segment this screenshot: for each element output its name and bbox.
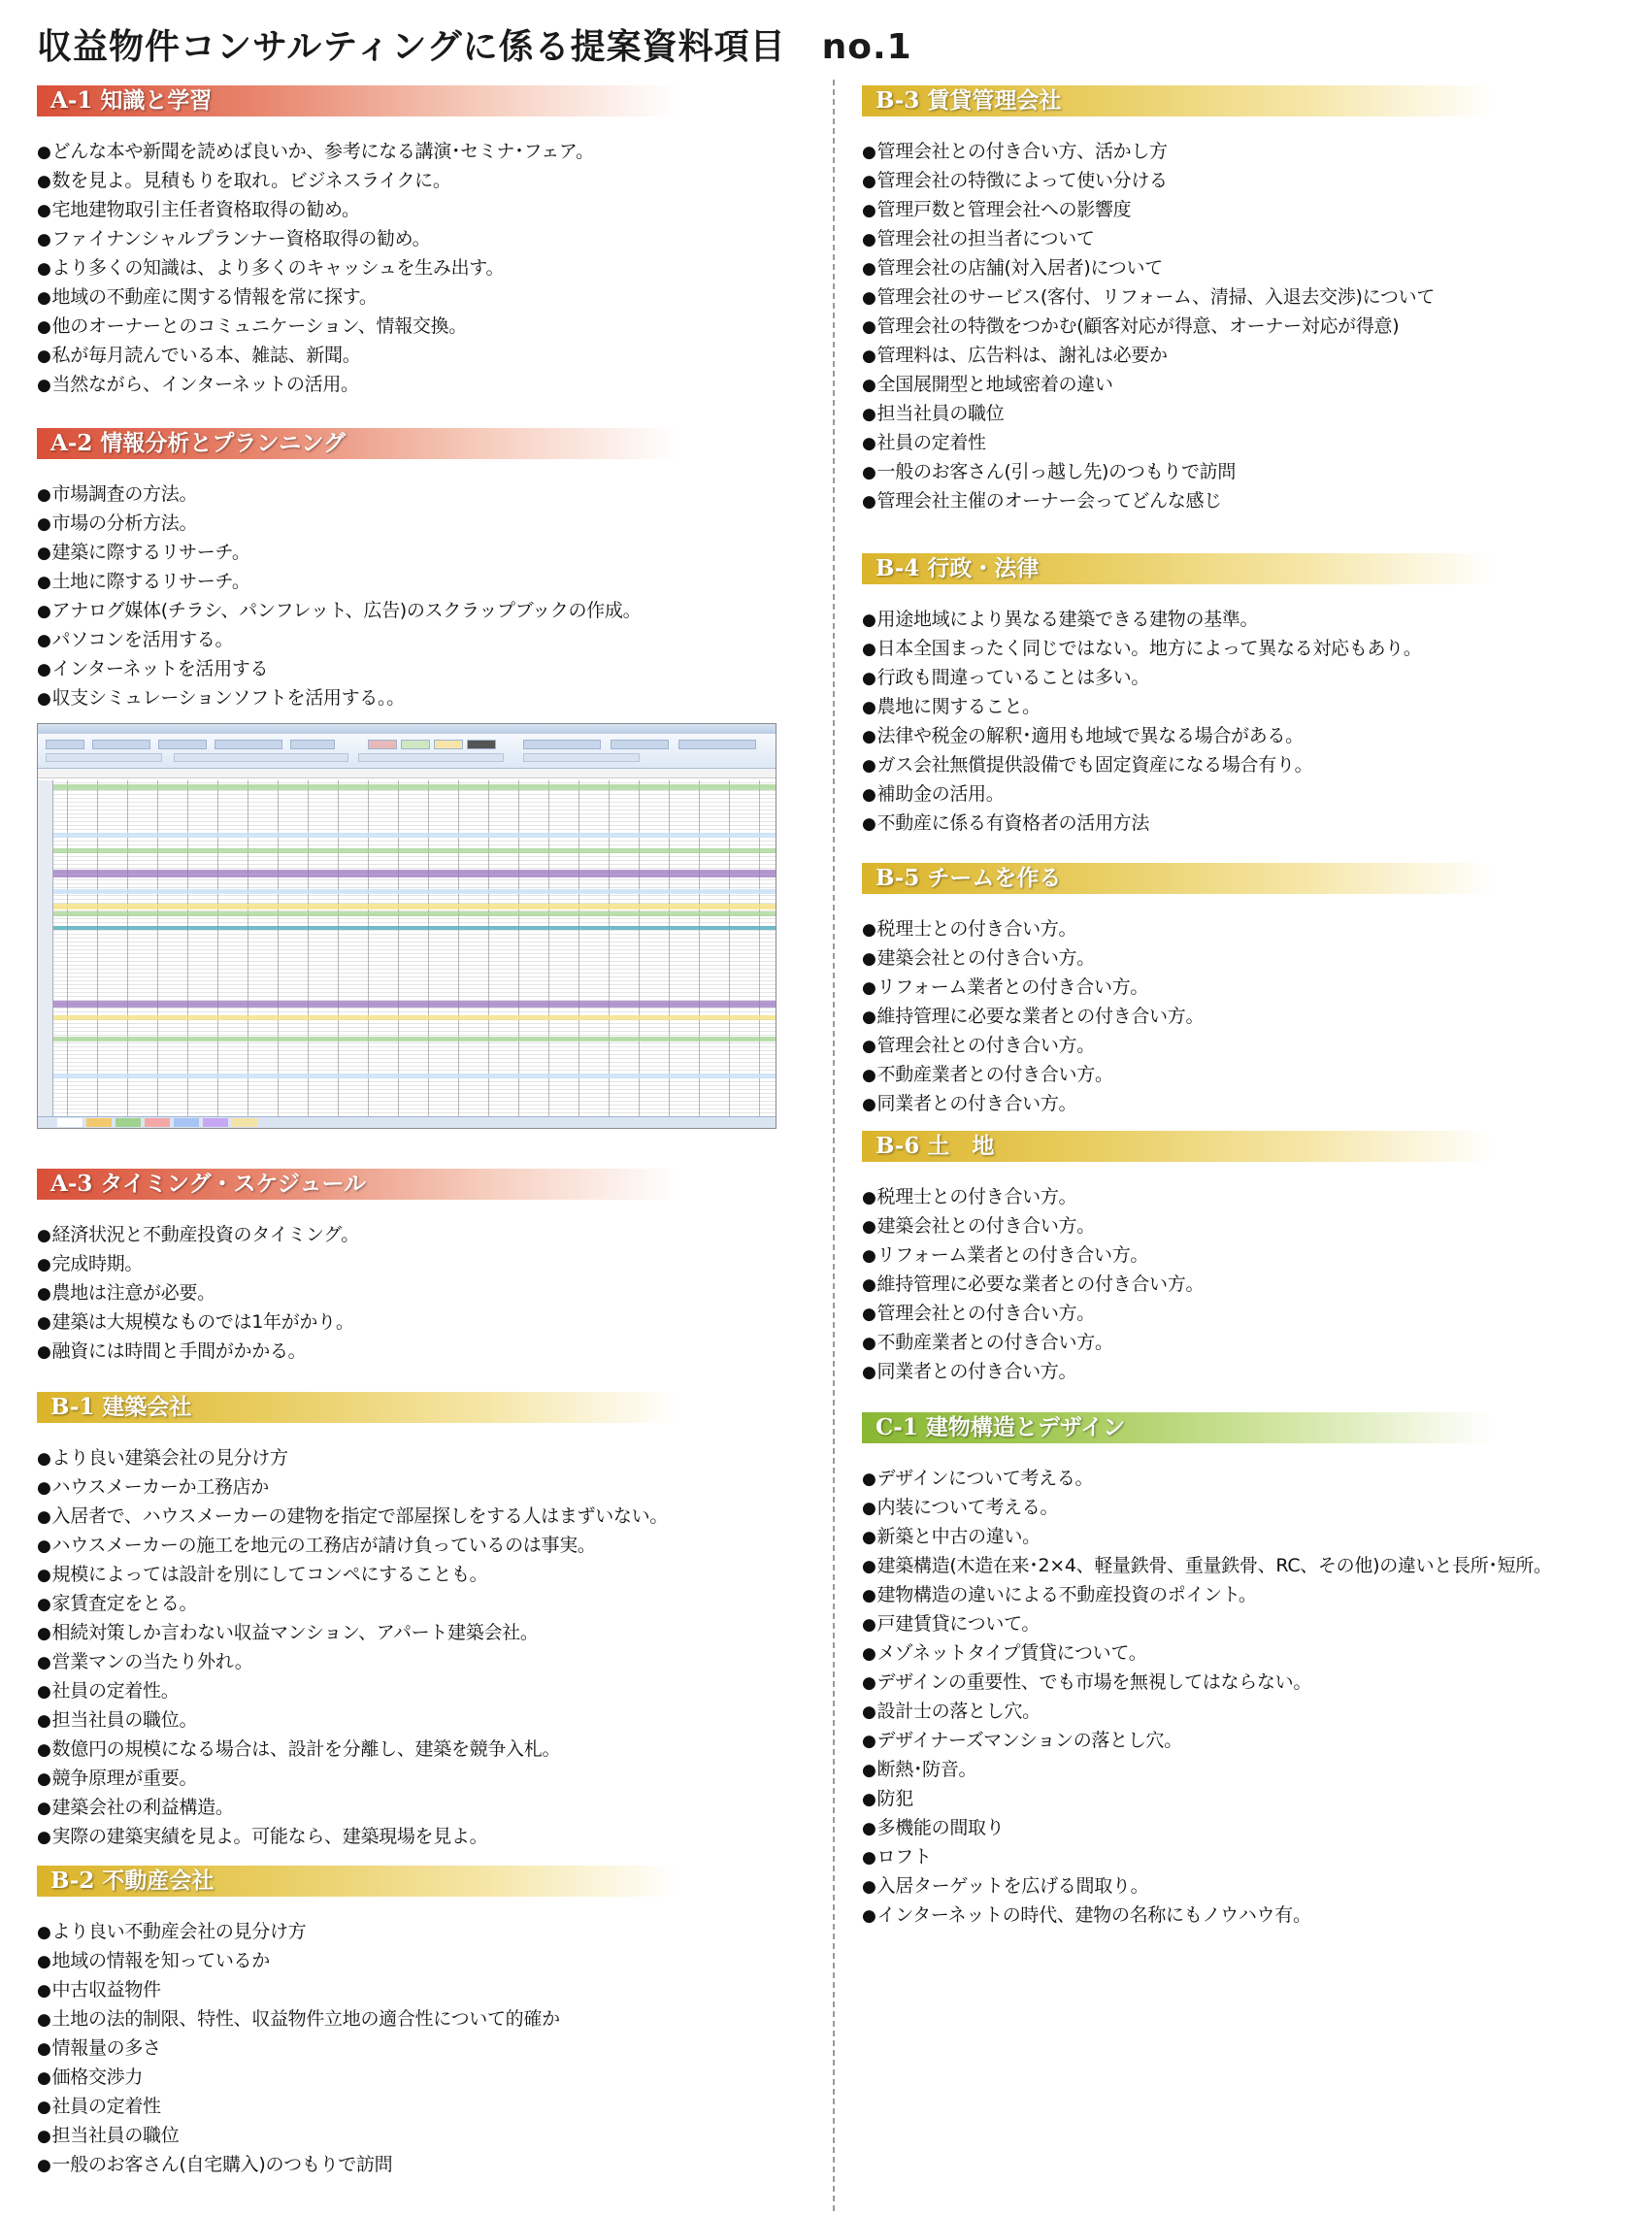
sheet-formula-bar	[38, 769, 776, 778]
list-item: ● アナログ媒体(チラシ、パンフレット、広告)のスクラップブックの作成。	[37, 597, 677, 626]
list-item: ● 不動産業者との付き合い方。	[862, 1329, 1493, 1358]
list-item: ● 管理料は、広告料は、謝礼は必要か	[862, 342, 1493, 371]
list-item: ● 融資には時間と手間がかかる。	[37, 1338, 677, 1367]
list-item: ● 中古収益物件	[37, 1976, 677, 2005]
list-item: ● 情報量の多さ	[37, 2034, 677, 2064]
list-item: ● より多くの知識は、より多くのキャッシュを生み出す。	[37, 254, 677, 283]
list-item: ● 相続対策しか言わない収益マンション、アパート建築会社。	[37, 1619, 677, 1648]
list-item: ● 規模によっては設計を別にしてコンペにすることも。	[37, 1561, 677, 1590]
sheet-row-header	[38, 780, 53, 1116]
list-item: ● より良い建築会社の見分け方	[37, 1444, 677, 1473]
list-item: ● 管理会社の特徴によって使い分ける	[862, 167, 1493, 196]
list-item: ● 入居ターゲットを広げる間取り。	[862, 1872, 1619, 1901]
section-b1	[37, 1392, 677, 1852]
list-item: ● 戸建賃貸について。	[862, 1610, 1619, 1639]
list-item: ● 管理会社主催のオーナー会ってどんな感じ	[862, 487, 1493, 516]
section-list	[862, 138, 1493, 516]
section-list	[37, 1444, 677, 1852]
list-item: ● 社員の定着性	[862, 429, 1493, 458]
list-item: ● 設計士の落とし穴。	[862, 1698, 1619, 1727]
list-item: ● 地域の情報を知っているか	[37, 1947, 677, 1976]
section-header: A-3 タイミング・スケジュール	[37, 1169, 677, 1200]
list-item: ● ガス会社無償提供設備でも固定資産になる場合有り。	[862, 751, 1493, 780]
list-item: ● 担当社員の職位。	[37, 1706, 677, 1736]
list-item: ● 価格交渉力	[37, 2064, 677, 2093]
list-item: ● 競争原理が重要。	[37, 1765, 677, 1794]
section-header: B-4 行政・法律	[862, 553, 1493, 584]
list-item: ● インターネットの時代、建物の名称にもノウハウ有。	[862, 1901, 1619, 1931]
list-item: ● 入居者で、ハウスメーカーの建物を指定で部屋探しをする人はまずいない。	[37, 1503, 677, 1532]
list-item: ● 不動産業者との付き合い方。	[862, 1061, 1493, 1090]
section-header: A-2 情報分析とプランニング	[37, 428, 677, 459]
section-header: B-2 不動産会社	[37, 1866, 677, 1897]
list-item: ● 行政も間違っていることは多い。	[862, 664, 1493, 693]
list-item: ● ハウスメーカーか工務店か	[37, 1473, 677, 1503]
list-item: ● パソコンを活用する。	[37, 626, 677, 655]
section-list	[862, 1465, 1619, 1931]
list-item: ● 担当社員の職位	[862, 400, 1493, 429]
list-item: ● 建築に際するリサーチ。	[37, 539, 677, 568]
section-list	[862, 1183, 1493, 1387]
list-item: ● 日本全国まったく同じではない。地方によって異なる対応もあり。	[862, 635, 1493, 664]
section-header: C-1 建物構造とデザイン	[862, 1412, 1493, 1443]
list-item: ● 一般のお客さん(引っ越し先)のつもりで訪問	[862, 458, 1493, 487]
list-item: ● 宅地建物取引主任者資格取得の勧め。	[37, 196, 677, 225]
list-item: ● 数億円の規模になる場合は、設計を分離し、建築を競争入札。	[37, 1736, 677, 1765]
list-item: ● 土地の法的制限、特性、収益物件立地の適合性について的確か	[37, 2005, 677, 2034]
list-item: ● デザインの重要性、でも市場を無視してはならない。	[862, 1669, 1619, 1698]
list-item: ● 建築会社の利益構造。	[37, 1794, 677, 1823]
list-item: ● デザイナーズマンションの落とし穴。	[862, 1727, 1619, 1756]
spreadsheet-screenshot	[37, 723, 776, 1129]
list-item: ● どんな本や新聞を読めば良いか、参考になる講演･セミナ･フェア。	[37, 138, 677, 167]
list-item: ● 不動産に係る有資格者の活用方法	[862, 810, 1493, 839]
list-item: ● 一般のお客さん(自宅購入)のつもりで訪問	[37, 2151, 677, 2180]
section-header: B-3 賃貸管理会社	[862, 85, 1493, 116]
list-item: ● 社員の定着性	[37, 2093, 677, 2122]
list-item: ● 管理会社との付き合い方。	[862, 1300, 1493, 1329]
list-item: ● 農地は注意が必要。	[37, 1279, 677, 1308]
list-item: ● ロフト	[862, 1843, 1619, 1872]
list-item: ● 同業者との付き合い方。	[862, 1090, 1493, 1119]
section-a1	[37, 85, 677, 400]
list-item: ● 数を見よ。見積もりを取れ。ビジネスライクに。	[37, 167, 677, 196]
list-item: ● 内装について考える。	[862, 1494, 1619, 1523]
list-item: ● 税理士との付き合い方。	[862, 915, 1493, 944]
list-item: ● 家賃査定をとる。	[37, 1590, 677, 1619]
list-item: ● 管理会社のサービス(客付、リフォーム、清掃、入退去交渉)について	[862, 283, 1493, 313]
section-header: B-6 土 地	[862, 1131, 1493, 1162]
page-title: 収益物件コンサルティングに係る提案資料項目 no.1	[37, 27, 912, 67]
list-item: ● 建築は大規模なものでは1年がかり。	[37, 1308, 677, 1338]
list-item: ● 土地に際するリサーチ。	[37, 568, 677, 597]
list-item: ● 私が毎月読んでいる本、雑誌、新聞。	[37, 342, 677, 371]
section-a3	[37, 1169, 677, 1367]
list-item: ● 補助金の活用。	[862, 780, 1493, 810]
list-item: ● ハウスメーカーの施工を地元の工務店が請け負っているのは事実。	[37, 1532, 677, 1561]
section-c1	[862, 1412, 1619, 1931]
list-item: ● 建築会社との付き合い方。	[862, 944, 1493, 974]
section-list	[862, 915, 1493, 1119]
section-header: B-5 チームを作る	[862, 863, 1493, 894]
list-item: ● 全国展開型と地域密着の違い	[862, 371, 1493, 400]
list-item: ● デザインについて考える。	[862, 1465, 1619, 1494]
sheet-tabs	[38, 1116, 776, 1128]
sheet-grid	[38, 780, 776, 1116]
list-item: ● 税理士との付き合い方。	[862, 1183, 1493, 1212]
list-item: ● リフォーム業者との付き合い方。	[862, 1241, 1493, 1271]
sheet-titlebar	[38, 724, 776, 734]
section-b3	[862, 85, 1493, 516]
list-item: ● 管理会社との付き合い方、活かし方	[862, 138, 1493, 167]
list-item: ● 完成時期。	[37, 1250, 677, 1279]
section-header: A-1 知識と学習	[37, 85, 677, 116]
list-item: ● 建物構造の違いによる不動産投資のポイント。	[862, 1581, 1619, 1610]
column-divider	[833, 80, 835, 2211]
list-item: ● 多機能の間取り	[862, 1814, 1619, 1843]
list-item: ● 社員の定着性。	[37, 1677, 677, 1706]
list-item: ● 建築構造(木造在来･2×4、軽量鉄骨、重量鉄骨、RC、その他)の違いと長所･短所。	[862, 1552, 1619, 1581]
list-item: ● 管理会社の店舗(対入居者)について	[862, 254, 1493, 283]
list-item: ● ファイナンシャルプランナー資格取得の勧め。	[37, 225, 677, 254]
list-item: ● より良い不動産会社の見分け方	[37, 1918, 677, 1947]
list-item: ● 断熱･防音。	[862, 1756, 1619, 1785]
section-a2	[37, 428, 677, 713]
list-item: ● 実際の建築実績を見よ。可能なら、建築現場を見よ。	[37, 1823, 677, 1852]
list-item: ● 市場の分析方法。	[37, 510, 677, 539]
list-item: ● 営業マンの当たり外れ。	[37, 1648, 677, 1677]
list-item: ● 市場調査の方法。	[37, 480, 677, 510]
list-item: ● 防犯	[862, 1785, 1619, 1814]
list-item: ● 管理会社との付き合い方。	[862, 1032, 1493, 1061]
list-item: ● リフォーム業者との付き合い方。	[862, 974, 1493, 1003]
list-item: ● 担当社員の職位	[37, 2122, 677, 2151]
list-item: ● 新築と中古の違い。	[862, 1523, 1619, 1552]
list-item: ● 管理戸数と管理会社への影響度	[862, 196, 1493, 225]
list-item: ● 法律や税金の解釈･適用も地域で異なる場合がある。	[862, 722, 1493, 751]
section-header: B-1 建築会社	[37, 1392, 677, 1423]
list-item: ● 管理会社の特徴をつかむ(顧客対応が得意、オーナー対応が得意)	[862, 313, 1493, 342]
list-item: ● メゾネットタイプ賃貸について。	[862, 1639, 1619, 1669]
list-item: ● インターネットを活用する	[37, 655, 677, 684]
list-item: ● 農地に関すること。	[862, 693, 1493, 722]
list-item: ● 当然ながら、インターネットの活用。	[37, 371, 677, 400]
list-item: ● 他のオーナーとのコミュニケーション、情報交換。	[37, 313, 677, 342]
section-b2	[37, 1866, 677, 2180]
list-item: ● 収支シミュレーションソフトを活用する。。	[37, 684, 677, 713]
list-item: ● 経済状況と不動産投資のタイミング。	[37, 1221, 677, 1250]
list-item: ● 地域の不動産に関する情報を常に探す。	[37, 283, 677, 313]
list-item: ● 維持管理に必要な業者との付き合い方。	[862, 1271, 1493, 1300]
list-item: ● 維持管理に必要な業者との付き合い方。	[862, 1003, 1493, 1032]
section-b4	[862, 553, 1493, 839]
section-list	[37, 480, 677, 713]
section-list	[862, 606, 1493, 839]
list-item: ● 用途地域により異なる建築できる建物の基準。	[862, 606, 1493, 635]
section-b5	[862, 863, 1493, 1119]
list-item: ● 管理会社の担当者について	[862, 225, 1493, 254]
section-b6	[862, 1131, 1493, 1387]
sheet-ribbon	[38, 734, 776, 769]
list-item: ● 建築会社との付き合い方。	[862, 1212, 1493, 1241]
list-item: ● 同業者との付き合い方。	[862, 1358, 1493, 1387]
section-list	[37, 138, 677, 400]
section-list	[37, 1918, 677, 2180]
section-list	[37, 1221, 677, 1367]
